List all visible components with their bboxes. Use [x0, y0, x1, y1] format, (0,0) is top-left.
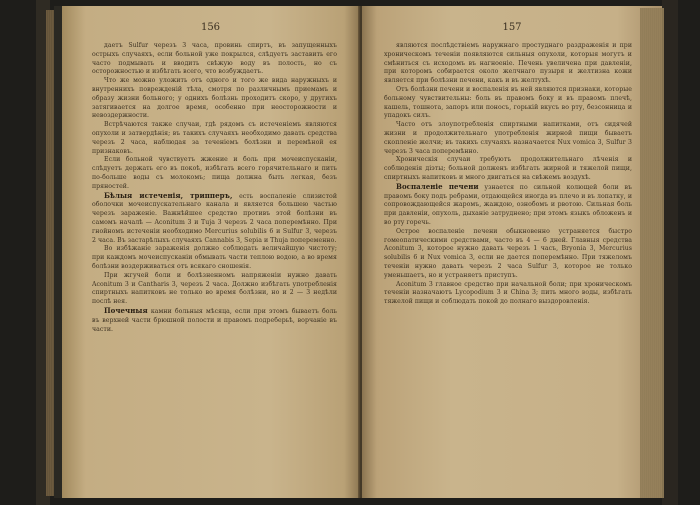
paragraph: Хроническія случаи требуютъ продолжительнаго лѣченія и соблюденія діэты; больной долженъ избѣгать жирной и тяжелой пищи, спиртныхъ напитковъ и много двигаться на свѣжемъ воздухѣ. [384, 156, 632, 181]
section-text: есть воспаленіе слизистой оболочки мочеиспускательнаго канала и является большею частью черезъ зараженіе. Важнѣйшее средство противъ этой болѣзни въ самомъ началѣ — Aconitum 3 и Tuja 3 черезъ 2 часа поперемѣнно. При гнойномъ истеченіи необходимо Mercurius solubilis 6 и Sulfur 3, черезъ 2 часа. Въ застарѣлыхъ случаяхъ Cannabis 3, Sepia и Thuja попеременно. [92, 192, 337, 244]
section-text: узнается по сильной колющей боли въ правомъ боку подъ ребрами, отдающейся иногда въ плечо и въ лопатку, и сопровождающейся жаромъ, жаждою, ознобомъ и рвотою. Сильная боль при давленіи, опухоль, дыханіе затруднено; при этомъ языкъ обложенъ и во рту горечь. [384, 183, 632, 226]
section-heading: Почечныя [104, 305, 148, 315]
paragraph: Во избѣжаніе зараженія должно соблюдать величайшую чистоту; при каждомъ мочеиспусканіи обмывать части теплою водою, а во время болѣзни воздерживаться отъ всякаго сношенія. [92, 245, 337, 270]
paragraph: Отъ болѣзни печени и воспаленія въ ней являются признаки, которые больному чувствительны: боль въ правомъ боку и въ правомъ плечѣ, кашель, тошнота, запоръ или поносъ, горькій вкусъ во рту, безсонница и упадокъ силъ. [384, 85, 632, 120]
paragraph: Aconitum 3 главное средство при начальной боли; при хроническомъ теченіи назначаютъ Lycopodium 3 и China 3; пить много воды, избѣгать тяжелой пищи и соблюдать покой до полнаго выздоровленія. [384, 280, 632, 306]
section-heading: Воспаленіе печени [396, 181, 479, 191]
page-number: 156 [200, 22, 221, 33]
paragraph: Если больной чувствуетъ жжение и боль при мочеиспусканіи, слѣдуетъ держать его въ покоѣ, избѣгать всего горячительнаго и пить по-больше воды съ молокомъ; пища должна быть легкая, безъ пряностей. [92, 156, 337, 190]
page-text [92, 42, 337, 478]
book-cover-right [662, 0, 678, 505]
section-heading: Бѣлыя истеченія, трипперъ, [104, 190, 233, 200]
paragraph: Что же можно уложить отъ одного и того же вида наружныхъ и внутреннихъ поврежденій тѣла, смотря по различнымъ приемамъ и образу жизни больного; у однихъ болѣзнь проходитъ скоро, у другихъ затягивается на долгое время, особенно при неосторожности и невоздержности. [92, 77, 337, 120]
section-text: камни больныя мѣсяца, если при этомъ бываетъ боль въ верхней части брюшной полости и правомъ подреберьѣ, ворчаніе въ части. [92, 307, 337, 333]
book-spread [54, 6, 664, 498]
left-page [62, 6, 359, 498]
paragraph: Острое воспаленіе печени обыкновенно устраняется быстро гомеопатическими средствами, часто въ 4 — 6 дней. Главныя средства Aconitum 3, которое нужно давать черезъ 1 часъ, Bryonia 3, Mercurius solubilis 6 и Nux vomica 3, если не дается поперемѣнно. При тяжеломъ теченіи нужно давать черезъ 2 часа Sulfur 3, которое не только уменьшаетъ, но и устраняетъ приступъ. [384, 227, 632, 279]
right-page [362, 6, 662, 498]
paragraph: При жгучей боли и болѣзненномъ напряженіи нужно давать Aconitum 3 и Cantharis 3, черезъ 2 часа. Должно избѣгать употребленія спиртныхъ напитковъ не только во время болѣзни, но и 2 — 3 недѣли послѣ нея. [92, 271, 337, 306]
paragraph: даетъ Sulfur черезъ 3 часа, провинь спиртъ, въ запущенныхъ острыхъ случаяхъ, если больной уже покрылся, слѣдуетъ заставить его часто подмывать и вводить свѣжую воду въ полость, но съ осторожностью и избѣгать всего, что возбуждаетъ. [92, 42, 337, 76]
section [92, 192, 337, 246]
page-text [384, 42, 632, 478]
section [384, 183, 632, 228]
paragraph: Часто отъ злоупотребленія спиртными напитками, отъ сидячей жизни и продолжительнаго употребленія жирной пищи бываетъ скопленіе желчи; въ такихъ случаяхъ назначается Nux vomica 3, Sulfur 3 черезъ 3 часа поперемѣнно. [384, 121, 632, 155]
page-number: 157 [502, 22, 522, 33]
paragraph: Встрѣчаются также случаи, гдѣ рядомъ съ истеченіемъ являются опухоли и затвердѣнія; въ такихъ случаяхъ необходимо давать средства черезъ 2 часа, наблюдая за теченіемъ болѣзни и перемѣной ея признаковъ. [92, 121, 337, 155]
paragraph: являются послѣдствіемъ наружнаго простуднаго раздраженія и при хроническомъ теченіи появляются сильныя опухоли, которыя могутъ и смѣниться съ исходомъ въ нагноеніе. Печень увеличена при давленіи, при которомъ собирается около желчнаго пузыря и желтизна кожи является при болѣзни печени, какъ и въ желтухѣ. [384, 42, 632, 85]
section [92, 307, 337, 334]
page-edges-right [640, 8, 664, 498]
